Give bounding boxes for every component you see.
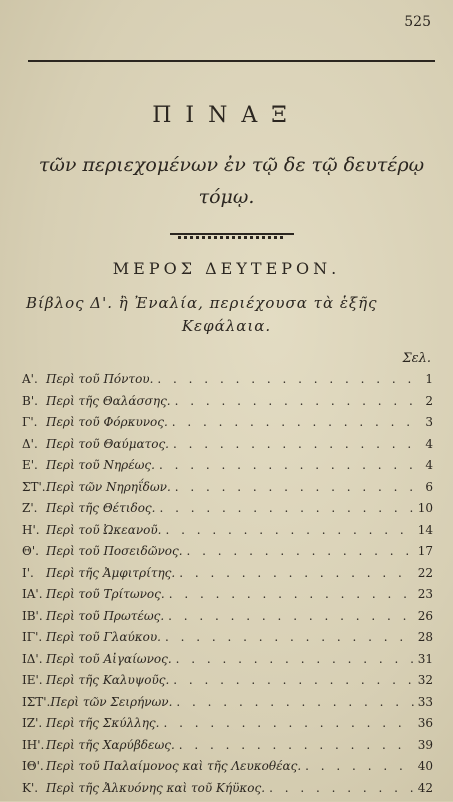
toc-entry-page: 40 bbox=[418, 759, 433, 773]
toc-entry-title: Περὶ τοῦ Νηρέως. bbox=[46, 458, 155, 472]
toc-entry-page: 39 bbox=[418, 738, 433, 752]
toc-entry-page: 23 bbox=[418, 587, 433, 601]
toc-entry bbox=[22, 437, 433, 459]
toc-entry bbox=[22, 480, 433, 502]
dot-leader bbox=[172, 415, 415, 429]
toc-entry-page: 26 bbox=[418, 609, 433, 623]
toc-entry-title: Περὶ τοῦ Πρωτέως. bbox=[46, 609, 164, 623]
book-heading-line-2: Κεφάλαια. bbox=[0, 317, 453, 335]
toc-entry-page: 33 bbox=[418, 695, 433, 709]
dot-leader bbox=[159, 458, 415, 472]
toc-entry bbox=[22, 759, 433, 781]
toc-entry-page: 2 bbox=[419, 394, 433, 408]
toc-entry-page: 3 bbox=[419, 415, 433, 429]
dot-leader bbox=[179, 738, 414, 752]
toc-entry-title: Περὶ τοῦ Πόντου. bbox=[46, 372, 153, 386]
toc-entry-number: Α'. bbox=[22, 372, 46, 386]
toc-entry-title: Περὶ τῆς Θαλάσσης. bbox=[46, 394, 171, 408]
toc-entry-title: Περὶ τοῦ Φόρκυνος. bbox=[46, 415, 168, 429]
toc-entry-page: 22 bbox=[418, 566, 433, 580]
toc-entry-title: Περὶ τοῦ Θαύματος. bbox=[46, 437, 169, 451]
dot-leader bbox=[157, 372, 415, 386]
toc-entry-number: ΙΣΤ'. bbox=[22, 695, 50, 709]
toc-entry bbox=[22, 738, 433, 760]
subtitle-line-2: τόμῳ. bbox=[0, 186, 453, 208]
toc-entry-number: ΙΓ'. bbox=[22, 630, 46, 644]
toc-entry-number: Β'. bbox=[22, 394, 46, 408]
dot-leader bbox=[159, 501, 413, 515]
dot-leader bbox=[175, 480, 415, 494]
toc-entry-number: Ε'. bbox=[22, 458, 46, 472]
part-title: ΜΕΡΟΣ ΔΕΥΤΕΡΟΝ. bbox=[0, 259, 453, 278]
toc-entry bbox=[22, 394, 433, 416]
toc-entry-title: Περὶ τῆς Σκύλλης. bbox=[46, 716, 159, 730]
toc-entry bbox=[22, 716, 433, 738]
toc-entry-title: Περὶ τοῦ Παλαίμονος καὶ τῆς Λευκοθέας. bbox=[46, 759, 301, 773]
toc-entry-title: Περὶ τῆς Καλυψοῦς. bbox=[46, 673, 169, 687]
toc-entry-number: Δ'. bbox=[22, 437, 46, 451]
toc-entry-page: 31 bbox=[418, 652, 433, 666]
toc-entry bbox=[22, 781, 433, 802]
dot-leader bbox=[168, 609, 414, 623]
toc-entry-page: 14 bbox=[418, 523, 433, 537]
dot-leader bbox=[187, 544, 414, 558]
toc-entry-number: Θ'. bbox=[22, 544, 46, 558]
dot-leader bbox=[175, 394, 415, 408]
toc-entry-number: ΙΑ'. bbox=[22, 587, 46, 601]
toc-entry bbox=[22, 652, 433, 674]
toc-entry-page: 28 bbox=[418, 630, 433, 644]
toc-entry-page: 42 bbox=[418, 781, 433, 795]
toc-entry-number: ΣΤ'. bbox=[22, 480, 46, 494]
dot-leader bbox=[305, 759, 414, 773]
toc-entry-number: ΙΗ'. bbox=[22, 738, 46, 752]
toc-entry-number: Η'. bbox=[22, 523, 46, 537]
dot-leader bbox=[173, 437, 415, 451]
toc-entry-page: 17 bbox=[418, 544, 433, 558]
toc-entry bbox=[22, 458, 433, 480]
book-heading-line-1: Βίβλος Δ'. ἢ Ἐναλία, περιέχουσα τὰ ἑξῆς bbox=[26, 294, 443, 312]
toc-entry-title: Περὶ τῆς Ἀλκυόνης καὶ τοῦ Κήϋκος. bbox=[46, 781, 265, 795]
toc-entry-title: Περὶ τῆς Θέτιδος. bbox=[46, 501, 155, 515]
toc-entry-page: 4 bbox=[419, 437, 433, 451]
toc-entry-number: ΙΒ'. bbox=[22, 609, 46, 623]
toc-entry bbox=[22, 630, 433, 652]
toc-entry bbox=[22, 544, 433, 566]
toc-entry-title: Περὶ τῆς Χαρύβδεως. bbox=[46, 738, 175, 752]
toc-entry-title: Περὶ τοῦ Γλαύκου. bbox=[46, 630, 161, 644]
table-of-contents bbox=[22, 372, 433, 802]
toc-entry-title: Περὶ τοῦ Τρίτωνος. bbox=[46, 587, 165, 601]
dot-leader bbox=[165, 523, 413, 537]
toc-entry bbox=[22, 501, 433, 523]
toc-entry-number: ΙΔ'. bbox=[22, 652, 46, 666]
header-rule bbox=[28, 60, 435, 62]
toc-entry-page: 10 bbox=[418, 501, 433, 515]
toc-entry-number: ΙΖ'. bbox=[22, 716, 46, 730]
toc-entry bbox=[22, 695, 433, 717]
toc-entry-title: Περὶ τῶν Νηρηΐδων. bbox=[46, 480, 171, 494]
toc-entry-title: Περὶ τῶν Σειρήνων. bbox=[50, 695, 172, 709]
page-column-label: Σελ. bbox=[402, 351, 431, 366]
toc-entry-page: 1 bbox=[419, 372, 433, 386]
toc-entry-page: 4 bbox=[419, 458, 433, 472]
dot-leader bbox=[163, 716, 413, 730]
dot-leader bbox=[269, 781, 414, 795]
dot-leader bbox=[169, 587, 414, 601]
toc-entry-title: Περὶ τοῦ Ποσειδῶνος. bbox=[46, 544, 183, 558]
ornamental-divider bbox=[170, 233, 294, 241]
toc-entry-number: Γ'. bbox=[22, 415, 46, 429]
toc-entry-title: Περὶ τῆς Ἀμφιτρίτης. bbox=[46, 566, 175, 580]
toc-entry-page: 32 bbox=[418, 673, 433, 687]
dot-leader bbox=[165, 630, 414, 644]
toc-entry-page: 6 bbox=[419, 480, 433, 494]
dot-leader bbox=[176, 652, 414, 666]
subtitle-line-1: τῶν περιεχομένων ἐν τῷ δε τῷ δευτέρῳ bbox=[20, 154, 443, 176]
toc-entry bbox=[22, 415, 433, 437]
toc-entry bbox=[22, 566, 433, 588]
toc-entry-title: Περὶ τοῦ Ὠκεανοῦ. bbox=[46, 523, 161, 537]
toc-entry-page: 36 bbox=[418, 716, 433, 730]
toc-entry-number: ΙΕ'. bbox=[22, 673, 46, 687]
dot-leader bbox=[179, 566, 414, 580]
page-number: 525 bbox=[404, 14, 431, 30]
toc-entry bbox=[22, 609, 433, 631]
toc-entry-number: Κ'. bbox=[22, 781, 46, 795]
page-title: ΠΙΝΑΞ bbox=[0, 103, 453, 128]
toc-entry-number: Ι'. bbox=[22, 566, 46, 580]
toc-entry bbox=[22, 673, 433, 695]
toc-entry-title: Περὶ τοῦ Αἰγαίωνος. bbox=[46, 652, 172, 666]
toc-entry bbox=[22, 587, 433, 609]
toc-entry-number: ΙΘ'. bbox=[22, 759, 46, 773]
toc-entry-number: Ζ'. bbox=[22, 501, 46, 515]
dot-leader bbox=[176, 695, 413, 709]
toc-entry bbox=[22, 372, 433, 394]
dot-leader bbox=[173, 673, 413, 687]
toc-entry bbox=[22, 523, 433, 545]
